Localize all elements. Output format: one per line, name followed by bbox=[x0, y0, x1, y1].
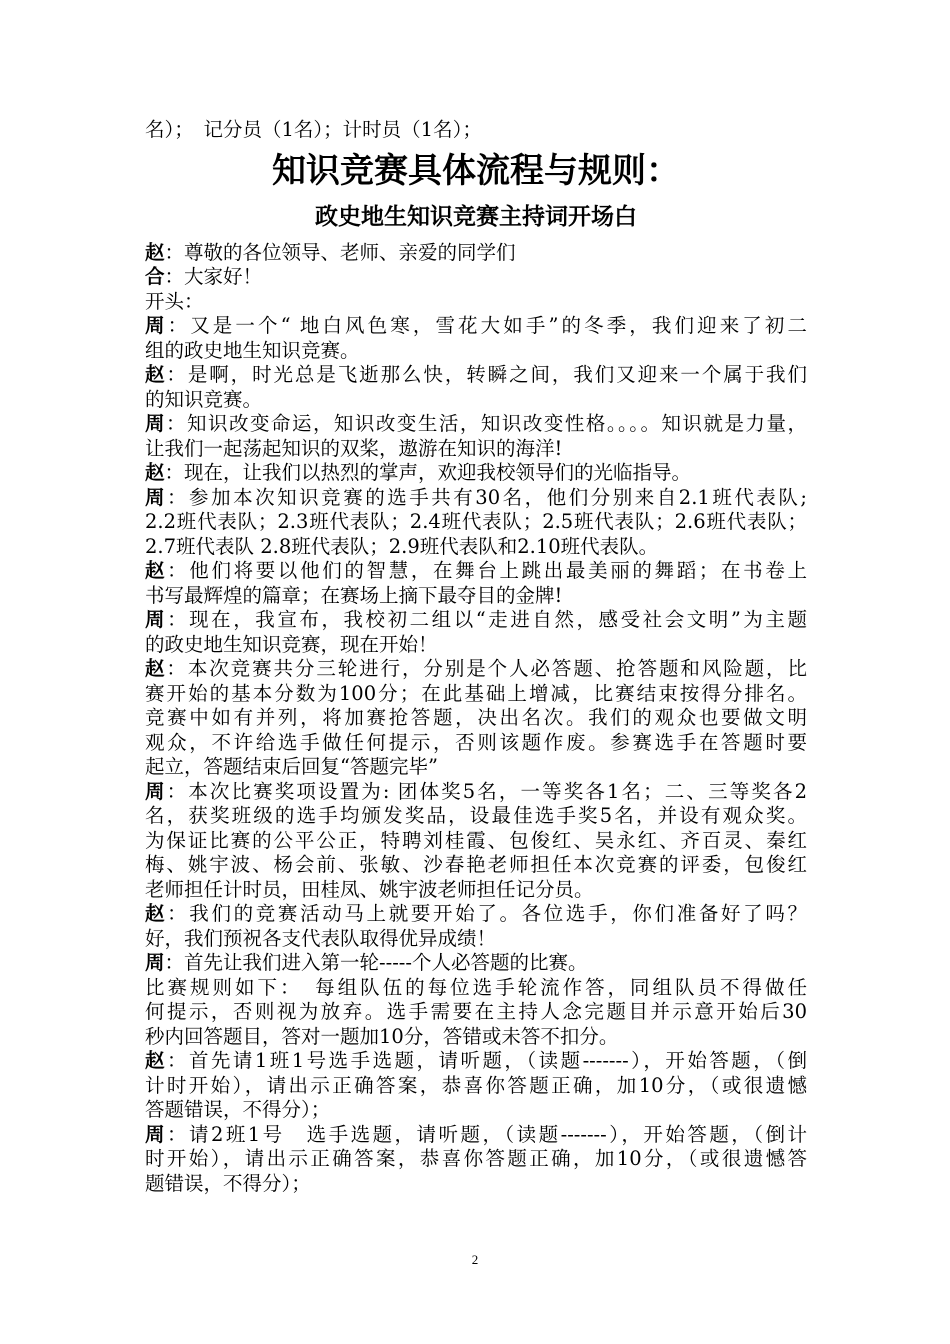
speaker-label: 周 bbox=[145, 779, 167, 803]
top-line: 名）； 记分员（1名）；计时员（1名）； bbox=[145, 118, 482, 141]
speaker-label: 赵 bbox=[145, 902, 168, 925]
speaker-label: 周 bbox=[145, 608, 168, 631]
line-text: 竞赛中如有并列，将加赛抢答题，决出名次。我们的观众也要做文明 bbox=[145, 706, 807, 729]
line-text: ：现在，让我们以热烈的掌声，欢迎我校领导们的光临指导。 bbox=[164, 461, 692, 484]
page-title: 知识竞赛具体流程与规则： bbox=[272, 150, 680, 191]
text-line bbox=[145, 339, 807, 364]
line-text: 书写最辉煌的篇章；在赛场上摘下最夺目的金牌! bbox=[145, 583, 563, 607]
paragraph bbox=[145, 657, 807, 780]
paragraph bbox=[145, 780, 807, 903]
line-text: ：我们的竞赛活动马上就要开始了。各位选手，你们准备好了吗？ bbox=[167, 902, 807, 925]
text-line bbox=[145, 1074, 807, 1099]
text-line bbox=[145, 780, 807, 805]
speaker-label: 周 bbox=[145, 485, 168, 509]
text-line bbox=[145, 559, 807, 584]
line-text: 让我们一起荡起知识的双桨，遨游在知识的海洋! bbox=[145, 436, 563, 460]
text-line bbox=[145, 314, 807, 339]
text-line bbox=[145, 584, 807, 609]
paragraph bbox=[145, 1123, 807, 1197]
text-line bbox=[145, 682, 807, 707]
line-text: 为保证比赛的公平公正，特聘刘桂霞、包俊红、吴永红、齐百灵、秦红 bbox=[145, 828, 807, 852]
text-line bbox=[145, 878, 807, 903]
body-text bbox=[145, 241, 807, 1197]
text-line bbox=[145, 608, 807, 633]
speaker-label: 合 bbox=[145, 265, 165, 288]
paragraph bbox=[145, 461, 807, 486]
speaker-label: 周 bbox=[145, 951, 165, 974]
text-line bbox=[145, 535, 807, 560]
text-line bbox=[145, 951, 807, 976]
line-text: 梅、姚宇波、杨会前、张敏、沙春艳老师担任本次竞赛的评委，包俊红 bbox=[145, 853, 807, 876]
text-line bbox=[145, 1172, 807, 1197]
speaker-label: 赵 bbox=[145, 240, 165, 264]
line-text: ：现在，我宣布，我校初二组以“走进自然，感受社会文明”为主题 bbox=[167, 608, 807, 631]
paragraph bbox=[145, 265, 807, 290]
text-line bbox=[145, 1147, 807, 1172]
line-text: 何提示，否则视为放弃。选手需要在主持人念完题目并示意开始后30 bbox=[145, 1000, 807, 1023]
line-text: 的知识竞赛。 bbox=[145, 387, 263, 411]
text-line bbox=[145, 1000, 807, 1025]
line-text: 时开始），请出示正确答案，恭喜你答题正确，加10分，（或很遗憾答 bbox=[145, 1147, 807, 1170]
text-line bbox=[145, 755, 807, 780]
line-text: 开头： bbox=[145, 289, 204, 313]
speaker-label: 周 bbox=[145, 412, 166, 435]
paragraph bbox=[145, 976, 807, 1050]
paragraph bbox=[145, 241, 807, 266]
text-line bbox=[145, 241, 807, 266]
text-line bbox=[145, 461, 807, 486]
speaker-label: 赵 bbox=[145, 559, 168, 582]
text-line bbox=[145, 510, 807, 535]
text-line bbox=[145, 976, 807, 1001]
text-line bbox=[145, 902, 807, 927]
text-line bbox=[145, 1123, 807, 1148]
text-line bbox=[145, 731, 807, 756]
paragraph bbox=[145, 1049, 807, 1123]
text-line bbox=[145, 290, 807, 315]
line-text: ：参加本次知识竞赛的选手共有30名，他们分别来自2.1班代表队; bbox=[167, 485, 807, 509]
speaker-label: 赵 bbox=[145, 461, 165, 484]
text-line bbox=[145, 1049, 807, 1074]
paragraph bbox=[145, 412, 807, 461]
line-text: ：又是一个“ 地白风色寒，雪花大如手”的冬季，我们迎来了初二 bbox=[167, 314, 807, 337]
text-line bbox=[145, 706, 807, 731]
paragraph bbox=[145, 314, 807, 363]
line-text: ：他们将要以他们的智慧，在舞台上跳出最美丽的舞蹈；在书卷上 bbox=[167, 559, 807, 582]
text-line bbox=[145, 853, 807, 878]
text-line bbox=[145, 1025, 807, 1050]
speaker-label: 赵 bbox=[145, 657, 167, 680]
paragraph bbox=[145, 902, 807, 951]
text-line bbox=[145, 388, 807, 413]
text-line bbox=[145, 363, 807, 388]
text-line bbox=[145, 829, 807, 854]
line-text: ：本次竞赛共分三轮进行，分别是个人必答题、抢答题和风险题，比 bbox=[166, 657, 807, 680]
text-line bbox=[145, 633, 807, 658]
page-subtitle: 政史地生知识竞赛主持词开场白 bbox=[315, 203, 637, 230]
paragraph bbox=[145, 559, 807, 608]
line-text: ：首先让我们进入第一轮-----个人必答题的比赛。 bbox=[164, 951, 588, 974]
line-text: 2.2班代表队；2.3班代表队；2.4班代表队；2.5班代表队；2.6班代表队； bbox=[145, 510, 807, 533]
text-line bbox=[145, 1098, 807, 1123]
line-text: ：尊敬的各位领导、老师、亲爱的同学们 bbox=[164, 240, 516, 264]
line-text: ：本次比赛奖项设置为: 团体奖5名，一等奖各1名；二、三等奖各2 bbox=[166, 779, 807, 803]
line-text: ：首先请1班1号选手选题，请听题，（读题-------），开始答题，（倒 bbox=[166, 1049, 807, 1072]
line-text: 题错误，不得分）； bbox=[145, 1171, 311, 1195]
line-text: 老师担任计时员，田桂凤、姚宇波老师担任记分员。 bbox=[145, 877, 594, 901]
line-text: 的政史地生知识竞赛，现在开始！ bbox=[145, 632, 438, 656]
paragraph bbox=[145, 608, 807, 657]
speaker-label: 周 bbox=[145, 1122, 167, 1146]
speaker-label: 赵 bbox=[145, 363, 167, 386]
line-text: 2.7班代表队 2.8班代表队；2.9班代表队和2.10班代表队。 bbox=[145, 534, 659, 558]
text-line bbox=[145, 804, 807, 829]
text-line bbox=[145, 265, 807, 290]
text-line bbox=[145, 437, 807, 462]
line-text: ：知识改变命运，知识改变生活，知识改变性格。。。。知识就是力量， bbox=[166, 412, 807, 435]
text-line bbox=[145, 927, 807, 952]
line-text: 秒内回答题目，答对一题加10分，答错或未答不扣分。 bbox=[145, 1024, 619, 1048]
speaker-label: 周 bbox=[145, 314, 168, 337]
line-text: 赛开始的基本分数为100分；在此基础上增减，比赛结束按得分排名。 bbox=[145, 681, 807, 705]
text-line bbox=[145, 657, 807, 682]
line-text: 起立，答题结束后回复“答题完毕” bbox=[145, 755, 438, 778]
line-text: 比赛规则如下： 每组队伍的每位选手轮流作答，同组队员不得做任 bbox=[145, 975, 807, 999]
line-text: ：是啊，时光总是飞逝那么快，转瞬之间，我们又迎来一个属于我们 bbox=[166, 363, 807, 386]
text-line bbox=[145, 486, 807, 511]
document-page bbox=[145, 118, 807, 1196]
line-text: ：大家好！ bbox=[164, 265, 263, 288]
line-text: 组的政史地生知识竞赛。 bbox=[145, 338, 360, 362]
line-text: ：请2班1号 选手选题，请听题，（读题-------），开始答题，（倒计 bbox=[166, 1122, 807, 1146]
paragraph bbox=[145, 951, 807, 976]
line-text: 名，获奖班级的选手均颁发奖品，设最佳选手奖5名，并设有观众奖。 bbox=[145, 804, 807, 827]
text-line bbox=[145, 412, 807, 437]
line-text: 观众，不许给选手做任何提示，否则该题作废。参赛选手在答题时要 bbox=[145, 730, 807, 754]
line-text: 答题错误，不得分）； bbox=[145, 1098, 331, 1121]
paragraph bbox=[145, 363, 807, 412]
speaker-label: 赵 bbox=[145, 1049, 167, 1072]
line-text: 好，我们预祝各支代表队取得优异成绩！ bbox=[145, 926, 497, 950]
page-number: 2 bbox=[471, 1252, 479, 1267]
line-text: 计时开始），请出示正确答案，恭喜你答题正确，加10分，（或很遗憾 bbox=[145, 1073, 807, 1097]
paragraph bbox=[145, 486, 807, 560]
paragraph bbox=[145, 290, 807, 315]
